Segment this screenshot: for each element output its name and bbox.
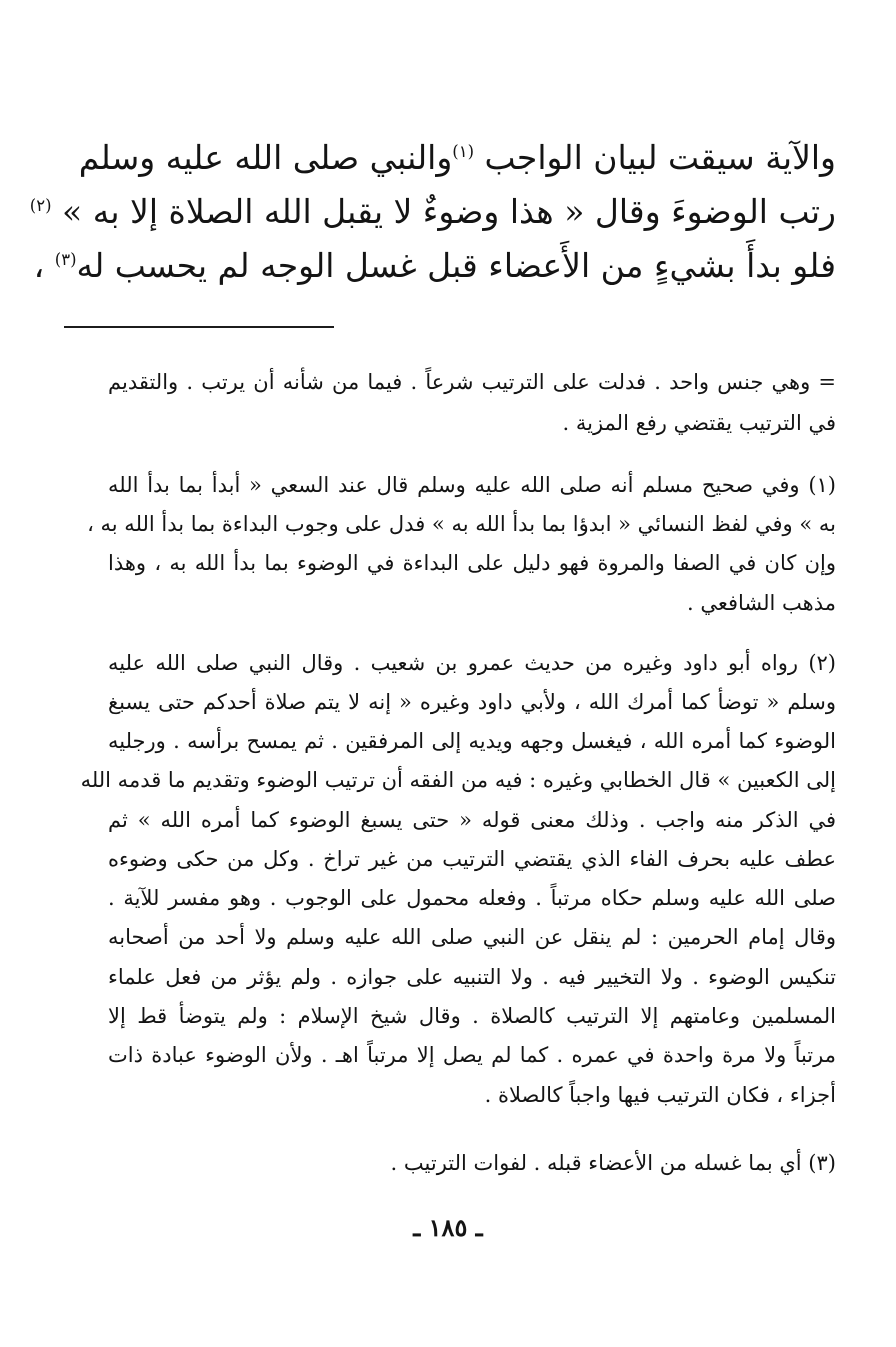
main-text-segment: والآية سيقت لبيان الواجب (484, 138, 836, 177)
footnote-1-line: مذهب الشافعي . (686, 591, 836, 615)
footnote-2-line: صلى الله عليه وسلم حكاه مرتباً . وفعله محمول على الوجوب . وهو مفسر للآية . (108, 886, 836, 910)
footnote-2-line: أجزاء ، فكان الترتيب فيها واجباً كالصلاة . (484, 1083, 836, 1107)
main-text-segment: رتب الوضوءَ وقال « هذا وضوءٌ لا يقبل الله الصلاة إلا به » (62, 192, 836, 231)
footnote-1-line: وإن كان في الصفا والمروة فهو دليل على البداءة في الوضوء بما بدأ الله به ، وهذا (108, 551, 836, 575)
footnote-3-line: (٣) أي بما غسله من الأعضاء قبله . لفوات الترتيب . (390, 1151, 836, 1175)
main-text-line-3 (33, 246, 836, 286)
footnote-2-line: في الذكر منه واجب . وذلك معنى قوله « حتى يسبغ الوضوء كما أمره الله » ثم (108, 808, 836, 832)
footnote-marker-3: (٣) (54, 250, 77, 269)
footnote-2-line: تنكيس الوضوء . ولا التخيير فيه . ولا التنبيه على جوازه . ولم يؤثر من فعل علماء (108, 965, 836, 989)
footnote-marker-1: (١) (452, 142, 475, 161)
main-text-line-2 (29, 192, 836, 232)
footnote-2-line: (٢) رواه أبو داود وغيره من حديث عمرو بن شعيب . وقال النبي صلى الله عليه (108, 651, 836, 675)
footnote-2-line: الوضوء كما أمره الله ، فيغسل وجهه ويديه إلى المرفقين . ثم يمسح برأسه . ورجليه (108, 729, 836, 753)
footnote-2-line: إلى الكعبين » قال الخطابي وغيره : فيه من الفقه أن ترتيب الوضوء وتقديم ما قدمه الله (80, 768, 836, 792)
footnote-continuation-line: = وهي جنس واحد . فدلت على الترتيب شرعاً . فيما من شأنه أن يرتب . والتقديم (108, 370, 836, 394)
footnote-separator (64, 326, 334, 328)
main-text-segment: والنبي صلى الله عليه وسلم (78, 138, 453, 177)
footnote-1-line: به » وفي لفظ النسائي « ابدؤا بما بدأ الله به » فدل على وجوب البداءة بما بدأ الله به ، (87, 512, 836, 536)
main-text-segment: ، (33, 246, 45, 285)
footnote-2-line: وسلم « توضأ كما أمرك الله ، ولأبي داود وغيره « إنه لا يتم صلاة أحدكم حتى يسبغ (108, 690, 836, 714)
footnote-2-line: وقال إمام الحرمين : لم ينقل عن النبي صلى الله عليه وسلم ولا أحد من أصحابه (108, 925, 836, 949)
footnote-continuation-line: في الترتيب يقتضي رفع المزية . (562, 411, 836, 435)
main-text-line-1 (78, 138, 836, 178)
footnote-2-line: مرتباً ولا مرة واحدة في عمره . كما لم يصل إلا مرتباً اهـ . ولأن الوضوء عبادة ذات (108, 1043, 836, 1067)
footnote-2-line: عطف عليه بحرف الفاء الذي يقتضي الترتيب من غير تراخ . وكل من حكى وضوءه (108, 847, 836, 871)
main-text-segment: فلو بدأَ بشيءٍ من الأَعضاء قبل غسل الوجه لم يحسب له (76, 246, 836, 285)
footnote-2-line: المسلمين وعامتهم إلا الترتيب كالصلاة . وقال شيخ الإسلام : ولم يتوضأ قط إلا (108, 1004, 836, 1028)
footnote-marker-2: (٢) (29, 196, 52, 215)
page-number: ـ ١٨٥ ـ (413, 1213, 483, 1242)
footnote-1-line: (١) وفي صحيح مسلم أنه صلى الله عليه وسلم قال عند السعي « أبدأ بما بدأ الله (108, 473, 836, 497)
